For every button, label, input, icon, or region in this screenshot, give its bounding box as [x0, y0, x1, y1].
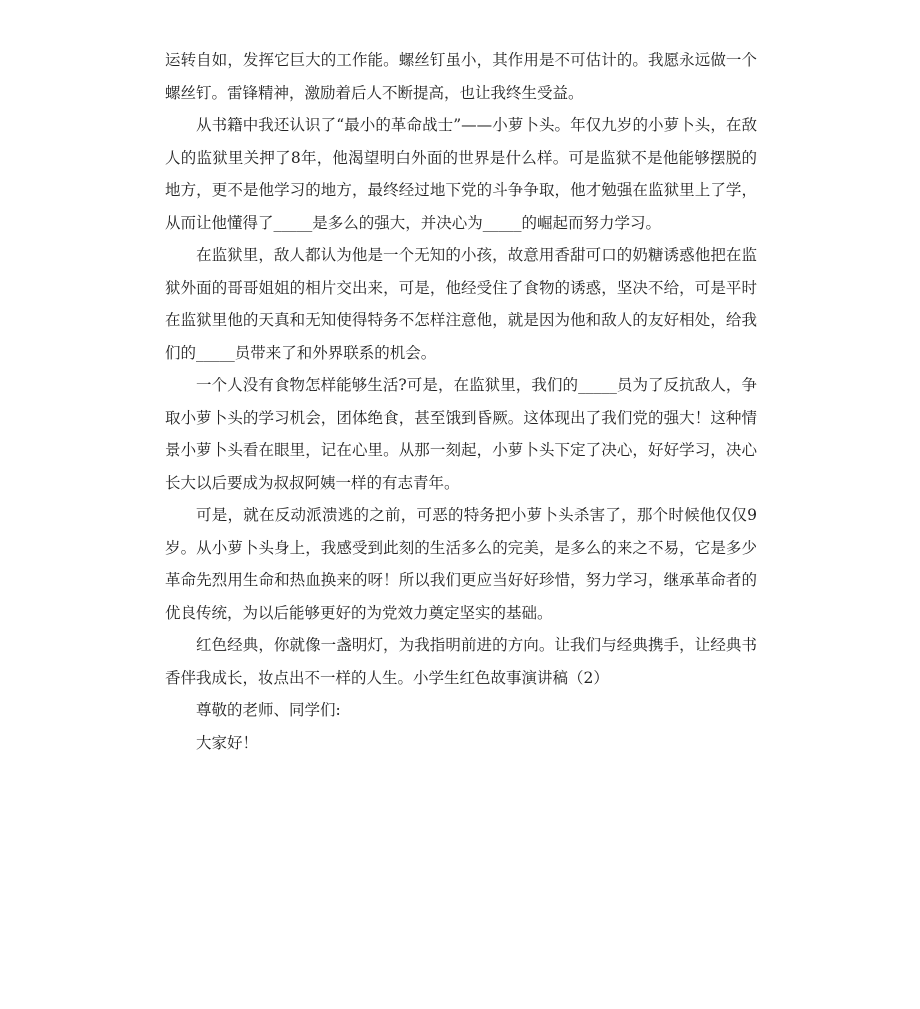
greeting: 大家好！ — [196, 733, 259, 752]
paragraph-sacrifice: 可是，就在反动派溃逃的之前，可恶的特务把小萝卜头杀害了，那个时候他仅仅9岁。从小萝卜头身上，我感受到此刻的生活多么的完美，是多么的来之不易，它是多少革命先烈用生命和热血换来的呀！所以我们更应当好好珍惜，努力学习，继承革命者的优良传统，为以后能够更好的为党效力奠定坚实的基础。 — [165, 506, 757, 622]
document-body — [165, 44, 757, 759]
paragraph-prison-candy: 在监狱里，敌人都认为他是一个无知的小孩，故意用香甜可口的奶糖诱惑他把在监狱外面的哥哥姐姐的相片交出来，可是，他经受住了食物的诱惑，坚决不给，可是平时在监狱里他的天真和无知使得特务不怎样注意他，就是因为他和敌人的友好相处，给我们的_____员带来了和外界联系的机会。 — [165, 246, 757, 362]
paragraph-hunger-strike: 一个人没有食物怎样能够生活?可是，在监狱里，我们的_____员为了反抗敌人，争取小萝卜头的学习机会，团体绝食，甚至饿到昏厥。这体现出了我们党的强大！这种情景小萝卜头看在眼里，记在心里。从那一刻起，小萝卜头下定了决心，好好学习，决心长大以后要成为叔叔阿姨一样的有志青年。 — [165, 376, 757, 492]
salutation: 尊敬的老师、同学们: — [196, 701, 341, 719]
paragraph-continuation: 运转自如，发挥它巨大的工作能。螺丝钉虽小，其作用是不可估计的。我愿永远做一个螺丝钉。雷锋精神，激励着后人不断提高，也让我终生受益。 — [165, 51, 757, 102]
paragraph-red-classics: 红色经典，你就像一盏明灯，为我指明前进的方向。让我们与经典携手，让经典书香伴我成长，妆点出不一样的人生。小学生红色故事演讲稿（2） — [165, 636, 757, 687]
paragraph-little-radish-intro: 从书籍中我还认识了“最小的革命战士”——小萝卜头。年仅九岁的小萝卜头，在敌人的监狱里关押了8年，他渴望明白外面的世界是什么样。可是监狱不是他能够摆脱的地方，更不是他学习的地方，最终经过地下党的斗争争取，他才勉强在监狱里上了学，从而让他懂得了_____是多么的强大，并决心为_____的崛起而努力学习。 — [165, 116, 757, 232]
